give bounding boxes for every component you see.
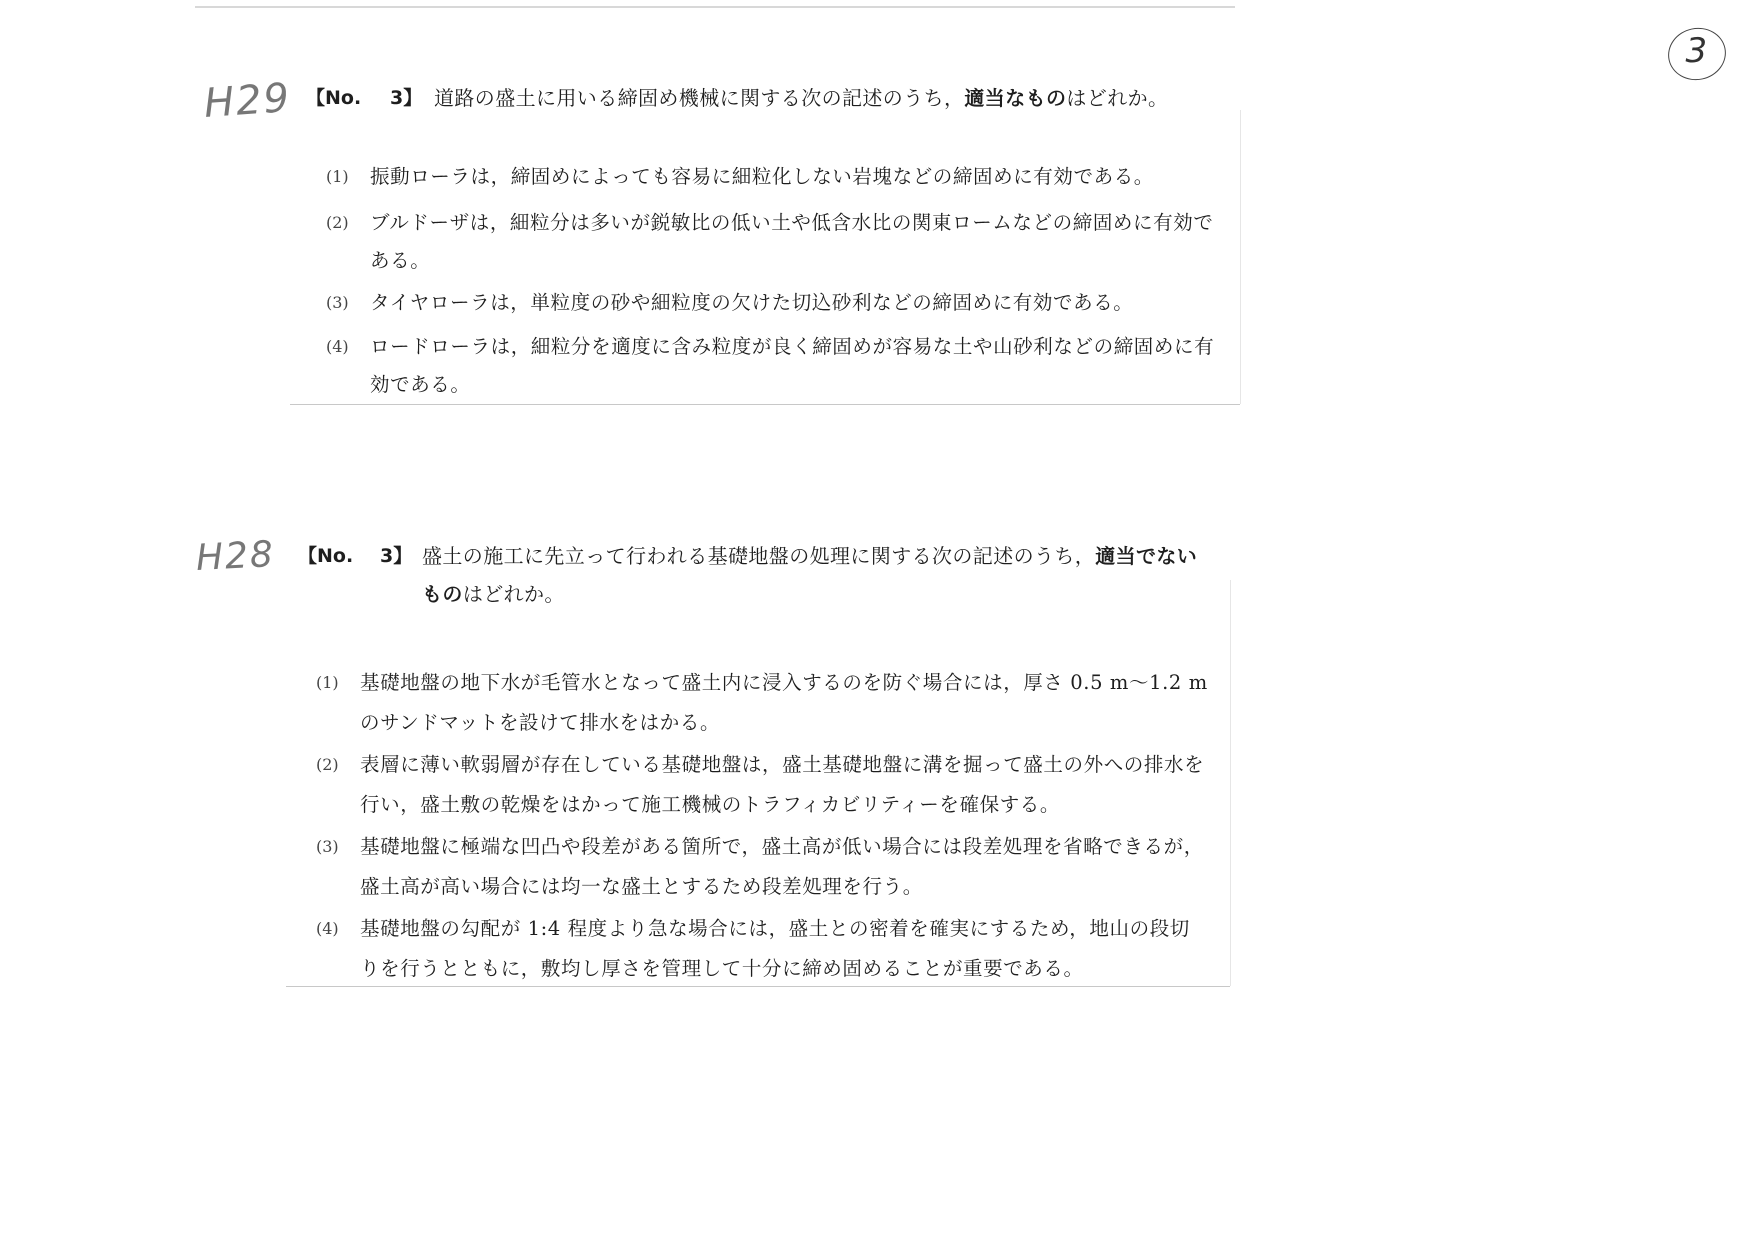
year-note-h29: H29	[202, 75, 293, 127]
option-label: (4)	[326, 337, 349, 356]
option-label: (1)	[316, 673, 339, 692]
option-text: 基礎地盤に極端な凹凸や段差がある箇所で，盛土高が低い場合には段差処理を省略できるが，	[360, 835, 1204, 858]
question-text: 盛土の施工に先立って行われる基礎地盤の処理に関する次の記述のうち，適当でない	[422, 544, 1198, 568]
option-label: (3)	[316, 837, 339, 856]
question-no-label: 【No.	[306, 87, 362, 109]
option-label: (2)	[326, 213, 349, 232]
option-text: 振動ローラは，締固めによっても容易に細粒化しない岩塊などの締固めに有効である。	[370, 165, 1154, 188]
page-number: 3	[1685, 31, 1708, 72]
option-text-cont: 行い，盛土敷の乾燥をはかって施工機械のトラフィカビリティーを確保する。	[360, 793, 1060, 816]
question-number: 3】	[390, 87, 423, 109]
option-text: ブルドーザは，細粒分は多いが鋭敏比の低い土や低含水比の関東ロームなどの締固めに有効で	[370, 211, 1214, 234]
option-text: 表層に薄い軟弱層が存在している基礎地盤は，盛土基礎地盤に溝を掘って盛土の外への排水を	[360, 753, 1205, 776]
option-text: 基礎地盤の地下水が毛管水となって盛土内に浸入するのを防ぐ場合には，厚さ 0.5 m〜1.2 m	[360, 671, 1208, 694]
block-edge-bottom	[290, 404, 1240, 405]
option-label: (3)	[326, 293, 349, 312]
question-text: 道路の盛土に用いる締固め機械に関する次の記述のうち，適当なものはどれか。	[434, 86, 1169, 110]
option-text-cont: 効である。	[370, 373, 471, 396]
option-label: (4)	[316, 919, 339, 938]
option-text-cont: のサンドマットを設けて排水をはかる。	[360, 711, 721, 734]
option-text-cont: 盛土高が高い場合には均一な盛土とするため段差処理を行う。	[360, 875, 923, 898]
question-number: 3】	[380, 545, 413, 567]
page-number-circle	[1663, 23, 1731, 86]
year-note-h28: H28	[194, 533, 276, 580]
block-edge-right	[1240, 110, 1241, 404]
question-emphasis: 適当でない	[1095, 544, 1198, 568]
block-edge-right	[1230, 580, 1231, 986]
option-label: (1)	[326, 167, 349, 186]
question-emphasis: もの	[422, 582, 463, 606]
option-text: 基礎地盤の勾配が 1:4 程度より急な場合には，盛土との密着を確実にするため，地山の段切	[360, 917, 1190, 940]
block-edge-bottom	[286, 986, 1230, 987]
option-text: タイヤローラは，単粒度の砂や細粒度の欠けた切込砂利などの締固めに有効である。	[370, 291, 1134, 314]
question-no-label: 【No.	[298, 545, 354, 567]
option-text: ロードローラは，細粒分を適度に含み粒度が良く締固めが容易な土や山砂利などの締固めに有	[370, 335, 1215, 358]
question-emphasis: 適当なもの	[964, 86, 1067, 110]
option-text-cont: りを行うとともに，敷均し厚さを管理して十分に締め固めることが重要である。	[360, 957, 1084, 980]
option-label: (2)	[316, 755, 339, 774]
question-text-cont: ものはどれか。	[422, 582, 565, 606]
scan-edge-line	[195, 6, 1235, 8]
option-text-cont: ある。	[370, 249, 431, 272]
